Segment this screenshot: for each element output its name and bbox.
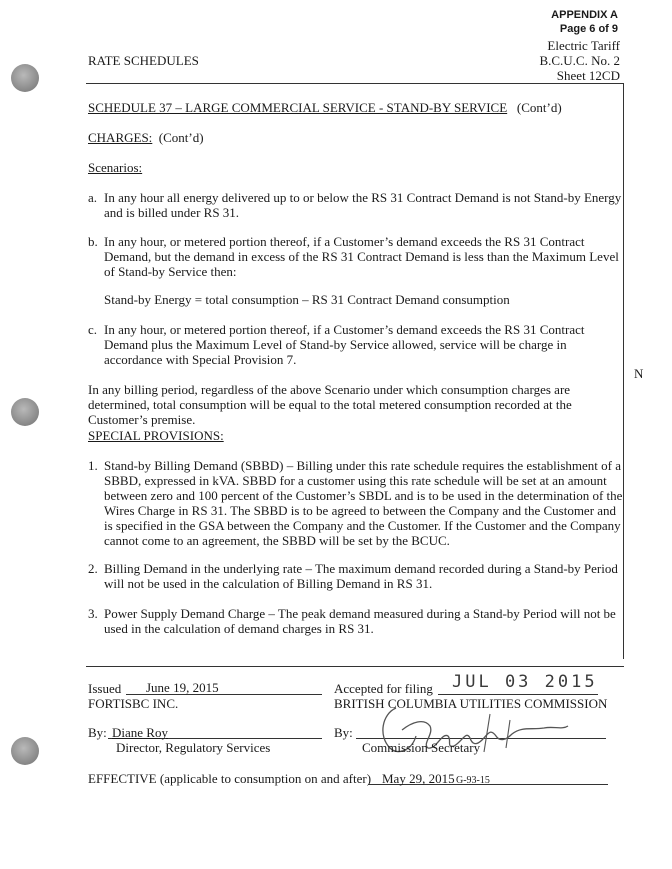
company-name: FORTISBC INC. bbox=[88, 696, 179, 711]
billing-period-paragraph: In any billing period, regardless of the above Scenario under which consumption charges are determined, total consumption will be equal to the total metered consumption recorded at the Customer’s premise. bbox=[88, 382, 572, 427]
provision-1-label: 1. bbox=[88, 458, 98, 473]
provision-3 bbox=[88, 606, 626, 636]
charges-label: CHARGES: bbox=[88, 130, 153, 145]
header-left: RATE SCHEDULES bbox=[88, 53, 199, 68]
binder-hole-middle bbox=[11, 398, 39, 426]
accepted-date-stamp: JUL 03 2015 bbox=[452, 672, 598, 692]
footer-rule bbox=[86, 666, 624, 667]
tariff-line-1: Electric Tariff bbox=[547, 38, 620, 53]
appendix-block bbox=[551, 8, 618, 36]
scenario-c-text: In any hour, or metered portion thereof, if a Customer’s demand exceeds the RS 31 Contract Demand plus the Maximum Level of Stand-by Service allowed, service will be charge in accordance with Special Provision 7. bbox=[104, 322, 585, 367]
provision-1 bbox=[88, 458, 626, 548]
provision-1-text: Stand-by Billing Demand (SBBD) – Billing under this rate schedule requires the establishment of a SBBD, expressed in kVA. SBBD for a customer using this rate schedule will be set at an amount between zero and 100 percent of the Customer’s SBDL and is to be used in the determination of the Wires Charge in RS 31. The SBBD is to be agreed to between the Company and the Customer and is specified in the GSA between the Company and the Customer. If the Customer and the Company cannot come to an agreement, the SBBD will be set by the BCUC. bbox=[104, 458, 623, 548]
provision-2 bbox=[88, 561, 626, 591]
tariff-line-3: Sheet 12CD bbox=[556, 68, 620, 83]
commission-secretary: Commission Secretary bbox=[362, 740, 481, 755]
scenario-a-label: a. bbox=[88, 190, 98, 205]
standby-formula: Stand-by Energy = total consumption – RS 31 Contract Demand consumption bbox=[104, 292, 510, 307]
commission-name: BRITISH COLUMBIA UTILITIES COMMISSION bbox=[334, 696, 608, 711]
provision-3-text: Power Supply Demand Charge – The peak demand measured during a Stand-by Period will not be used in the calculation of demand charges in RS 31. bbox=[104, 606, 616, 636]
charges-cont: (Cont’d) bbox=[158, 130, 204, 145]
scenario-b-label: b. bbox=[88, 234, 98, 249]
provision-3-label: 3. bbox=[88, 606, 98, 621]
scenario-c bbox=[88, 322, 626, 367]
header-rule bbox=[86, 83, 624, 84]
appendix-title: APPENDIX A bbox=[551, 9, 618, 21]
effective-label: EFFECTIVE (applicable to consumption on and after) bbox=[88, 771, 372, 786]
schedule-title bbox=[88, 100, 562, 115]
issued-label: Issued bbox=[88, 681, 122, 696]
appendix-page: Page 6 of 9 bbox=[559, 23, 618, 35]
scenario-b bbox=[88, 234, 626, 279]
schedule-cont: (Cont’d) bbox=[516, 100, 562, 115]
accepted-label: Accepted for filing bbox=[334, 681, 433, 696]
issued-date: June 19, 2015 bbox=[146, 680, 219, 695]
scenarios-heading: Scenarios: bbox=[88, 160, 143, 175]
scenario-a-text: In any hour all energy delivered up to or below the RS 31 Contract Demand is not Stand-by Energy and is billed under RS 31. bbox=[104, 190, 622, 220]
effective-date: May 29, 2015 bbox=[382, 771, 455, 786]
order-number: G-93-15 bbox=[456, 775, 490, 786]
by-label-left: By: bbox=[88, 725, 107, 740]
special-provisions-heading: SPECIAL PROVISIONS: bbox=[88, 428, 224, 443]
margin-revision-mark: N bbox=[634, 366, 644, 381]
scenario-c-label: c. bbox=[88, 322, 98, 337]
schedule-title-text: SCHEDULE 37 – LARGE COMMERCIAL SERVICE - STAND-BY SERVICE bbox=[88, 100, 508, 115]
by-label-right: By: bbox=[334, 725, 353, 740]
tariff-line-2: B.C.U.C. No. 2 bbox=[539, 53, 620, 68]
provision-2-text: Billing Demand in the underlying rate – The maximum demand recorded during a Stand-by Period will not be used in the calculation of Billing Demand in RS 31. bbox=[104, 561, 618, 591]
by-name: Diane Roy bbox=[112, 725, 168, 740]
tariff-block bbox=[539, 38, 620, 83]
scenario-b-text: In any hour, or metered portion thereof, if a Customer’s demand exceeds the RS 31 Contract Demand, but the demand in excess of the RS 31 Contract Demand is less than the Maximum Level of Stand-by Service then: bbox=[104, 234, 619, 279]
charges-heading bbox=[88, 130, 204, 145]
binder-hole-top bbox=[11, 64, 39, 92]
binder-hole-bottom bbox=[11, 737, 39, 765]
scenario-a bbox=[88, 190, 626, 220]
provision-2-label: 2. bbox=[88, 561, 98, 576]
by-title: Director, Regulatory Services bbox=[116, 740, 271, 755]
